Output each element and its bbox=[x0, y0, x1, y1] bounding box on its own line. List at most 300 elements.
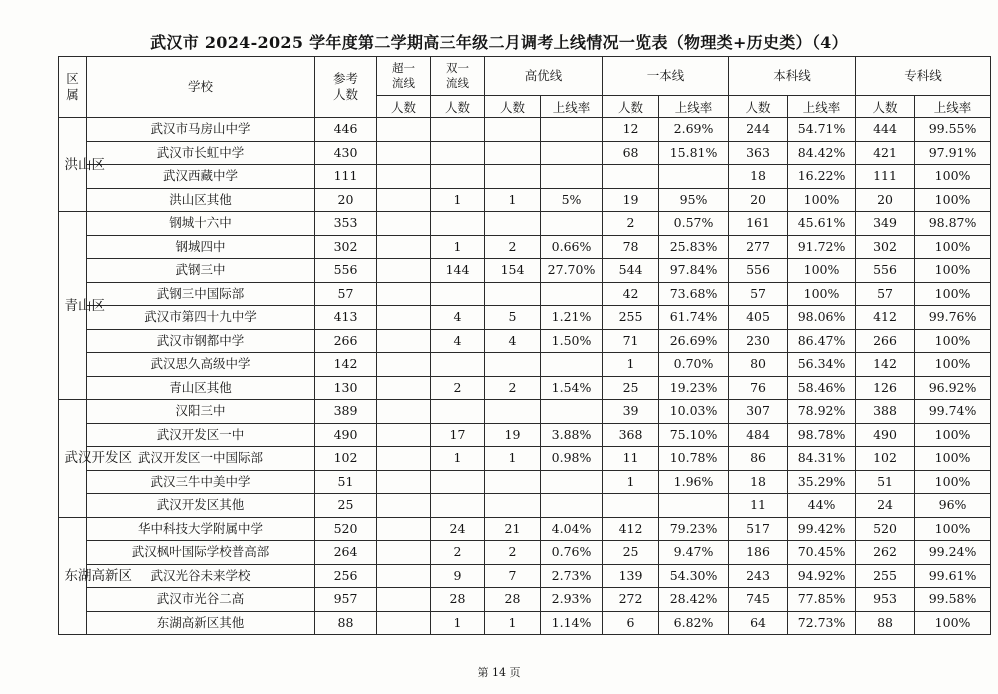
cell-high-rate: 3.88% bbox=[541, 423, 603, 447]
cell-school: 钢城十六中 bbox=[87, 212, 315, 236]
cell-school: 武钢三中国际部 bbox=[87, 282, 315, 306]
cell-tier1-rate: 28.42% bbox=[659, 588, 729, 612]
cell-college-rate: 97.91% bbox=[915, 141, 991, 165]
cell-super-count bbox=[377, 329, 431, 353]
cell-bachelor-rate: 100% bbox=[788, 188, 856, 212]
table-row bbox=[59, 118, 991, 142]
cell-tier1-count: 19 bbox=[603, 188, 659, 212]
cell-bachelor-count: 186 bbox=[729, 541, 788, 565]
cell-high-count bbox=[485, 118, 541, 142]
cell-high-count bbox=[485, 141, 541, 165]
cell-high-count bbox=[485, 494, 541, 518]
cell-high-rate bbox=[541, 282, 603, 306]
header-college: 专科线 bbox=[856, 57, 991, 96]
cell-college-rate: 99.76% bbox=[915, 306, 991, 330]
cell-tier1-rate: 2.69% bbox=[659, 118, 729, 142]
cell-super-count bbox=[377, 517, 431, 541]
table-row bbox=[59, 282, 991, 306]
cell-total: 490 bbox=[315, 423, 377, 447]
cell-double-count bbox=[431, 118, 485, 142]
cell-high-rate: 0.66% bbox=[541, 235, 603, 259]
cell-high-rate: 0.98% bbox=[541, 447, 603, 471]
cell-total: 142 bbox=[315, 353, 377, 377]
cell-college-rate: 100% bbox=[915, 282, 991, 306]
table-row bbox=[59, 541, 991, 565]
cell-school: 青山区其他 bbox=[87, 376, 315, 400]
table-row bbox=[59, 423, 991, 447]
cell-double-count: 2 bbox=[431, 541, 485, 565]
cell-school: 武汉市钢都中学 bbox=[87, 329, 315, 353]
cell-bachelor-rate: 94.92% bbox=[788, 564, 856, 588]
cell-tier1-rate: 95% bbox=[659, 188, 729, 212]
cell-super-count bbox=[377, 564, 431, 588]
cell-college-count: 126 bbox=[856, 376, 915, 400]
table-row bbox=[59, 353, 991, 377]
cell-college-rate: 100% bbox=[915, 423, 991, 447]
cell-bachelor-rate: 99.42% bbox=[788, 517, 856, 541]
subheader-count: 人数 bbox=[377, 96, 431, 118]
cell-high-count: 21 bbox=[485, 517, 541, 541]
cell-bachelor-count: 20 bbox=[729, 188, 788, 212]
cell-total: 413 bbox=[315, 306, 377, 330]
cell-tier1-rate: 15.81% bbox=[659, 141, 729, 165]
cell-college-count: 349 bbox=[856, 212, 915, 236]
table-row bbox=[59, 376, 991, 400]
table-row bbox=[59, 470, 991, 494]
cell-bachelor-rate: 100% bbox=[788, 259, 856, 283]
cell-tier1-rate: 1.96% bbox=[659, 470, 729, 494]
header-super: 超一流线 bbox=[377, 57, 431, 96]
cell-high-count: 154 bbox=[485, 259, 541, 283]
table-header bbox=[59, 57, 991, 118]
cell-tier1-count: 412 bbox=[603, 517, 659, 541]
cell-college-rate: 96% bbox=[915, 494, 991, 518]
cell-bachelor-rate: 58.46% bbox=[788, 376, 856, 400]
table-row bbox=[59, 494, 991, 518]
cell-super-count bbox=[377, 306, 431, 330]
cell-high-count bbox=[485, 212, 541, 236]
cell-super-count bbox=[377, 400, 431, 424]
header-bachelor: 本科线 bbox=[729, 57, 856, 96]
cell-total: 111 bbox=[315, 165, 377, 189]
cell-college-count: 262 bbox=[856, 541, 915, 565]
cell-bachelor-rate: 44% bbox=[788, 494, 856, 518]
cell-bachelor-rate: 70.45% bbox=[788, 541, 856, 565]
cell-college-count: 51 bbox=[856, 470, 915, 494]
cell-high-count: 1 bbox=[485, 447, 541, 471]
cell-bachelor-rate: 84.31% bbox=[788, 447, 856, 471]
cell-high-count: 4 bbox=[485, 329, 541, 353]
cell-high-count: 2 bbox=[485, 376, 541, 400]
cell-total: 520 bbox=[315, 517, 377, 541]
cell-bachelor-count: 161 bbox=[729, 212, 788, 236]
cell-bachelor-count: 64 bbox=[729, 611, 788, 635]
cell-tier1-rate: 26.69% bbox=[659, 329, 729, 353]
cell-high-rate: 1.21% bbox=[541, 306, 603, 330]
cell-school: 武汉思久高级中学 bbox=[87, 353, 315, 377]
cell-college-rate: 99.24% bbox=[915, 541, 991, 565]
cell-double-count: 144 bbox=[431, 259, 485, 283]
cell-total: 264 bbox=[315, 541, 377, 565]
cell-bachelor-count: 405 bbox=[729, 306, 788, 330]
cell-high-rate: 0.76% bbox=[541, 541, 603, 565]
cell-double-count bbox=[431, 494, 485, 518]
cell-tier1-rate: 25.83% bbox=[659, 235, 729, 259]
cell-double-count: 4 bbox=[431, 306, 485, 330]
subheader-count: 人数 bbox=[603, 96, 659, 118]
cell-bachelor-count: 556 bbox=[729, 259, 788, 283]
cell-tier1-rate: 10.03% bbox=[659, 400, 729, 424]
cell-total: 57 bbox=[315, 282, 377, 306]
cell-high-rate bbox=[541, 141, 603, 165]
results-table bbox=[58, 56, 991, 635]
cell-tier1-count: 25 bbox=[603, 376, 659, 400]
cell-district: 东湖高新区 bbox=[59, 517, 87, 635]
cell-college-rate: 99.58% bbox=[915, 588, 991, 612]
cell-college-rate: 100% bbox=[915, 235, 991, 259]
cell-college-count: 556 bbox=[856, 259, 915, 283]
cell-tier1-count: 39 bbox=[603, 400, 659, 424]
header-tier1: 一本线 bbox=[603, 57, 729, 96]
cell-college-rate: 100% bbox=[915, 517, 991, 541]
cell-total: 446 bbox=[315, 118, 377, 142]
cell-total: 266 bbox=[315, 329, 377, 353]
cell-high-count: 2 bbox=[485, 235, 541, 259]
cell-super-count bbox=[377, 188, 431, 212]
cell-tier1-count: 2 bbox=[603, 212, 659, 236]
cell-super-count bbox=[377, 353, 431, 377]
cell-school: 武汉市第四十九中学 bbox=[87, 306, 315, 330]
cell-double-count bbox=[431, 165, 485, 189]
cell-super-count bbox=[377, 118, 431, 142]
cell-double-count: 1 bbox=[431, 611, 485, 635]
cell-school: 武汉开发区一中国际部 bbox=[87, 447, 315, 471]
cell-bachelor-rate: 84.42% bbox=[788, 141, 856, 165]
cell-double-count bbox=[431, 212, 485, 236]
table-row bbox=[59, 588, 991, 612]
table-row bbox=[59, 306, 991, 330]
cell-tier1-rate: 79.23% bbox=[659, 517, 729, 541]
cell-tier1-rate: 10.78% bbox=[659, 447, 729, 471]
cell-super-count bbox=[377, 541, 431, 565]
header-district: 区属 bbox=[59, 57, 87, 118]
cell-high-count: 5 bbox=[485, 306, 541, 330]
header-school: 学校 bbox=[87, 57, 315, 118]
cell-super-count bbox=[377, 282, 431, 306]
cell-high-count: 2 bbox=[485, 541, 541, 565]
cell-bachelor-rate: 56.34% bbox=[788, 353, 856, 377]
cell-college-rate: 98.87% bbox=[915, 212, 991, 236]
cell-tier1-rate: 54.30% bbox=[659, 564, 729, 588]
cell-tier1-count: 68 bbox=[603, 141, 659, 165]
cell-college-rate: 96.92% bbox=[915, 376, 991, 400]
header-high: 高优线 bbox=[485, 57, 603, 96]
cell-college-count: 302 bbox=[856, 235, 915, 259]
cell-super-count bbox=[377, 588, 431, 612]
cell-double-count: 24 bbox=[431, 517, 485, 541]
cell-double-count: 1 bbox=[431, 447, 485, 471]
cell-total: 556 bbox=[315, 259, 377, 283]
cell-bachelor-rate: 100% bbox=[788, 282, 856, 306]
cell-college-count: 57 bbox=[856, 282, 915, 306]
cell-double-count: 17 bbox=[431, 423, 485, 447]
table-row bbox=[59, 188, 991, 212]
cell-total: 302 bbox=[315, 235, 377, 259]
cell-tier1-count: 255 bbox=[603, 306, 659, 330]
cell-total: 51 bbox=[315, 470, 377, 494]
cell-super-count bbox=[377, 212, 431, 236]
cell-bachelor-count: 80 bbox=[729, 353, 788, 377]
cell-bachelor-count: 243 bbox=[729, 564, 788, 588]
cell-school: 武汉市马房山中学 bbox=[87, 118, 315, 142]
cell-bachelor-count: 86 bbox=[729, 447, 788, 471]
cell-double-count: 1 bbox=[431, 235, 485, 259]
cell-college-count: 142 bbox=[856, 353, 915, 377]
cell-total: 957 bbox=[315, 588, 377, 612]
cell-tier1-rate: 9.47% bbox=[659, 541, 729, 565]
cell-college-rate: 100% bbox=[915, 611, 991, 635]
cell-high-count: 1 bbox=[485, 611, 541, 635]
subheader-count: 人数 bbox=[485, 96, 541, 118]
cell-school: 武汉三牛中美中学 bbox=[87, 470, 315, 494]
cell-bachelor-count: 745 bbox=[729, 588, 788, 612]
cell-high-count: 1 bbox=[485, 188, 541, 212]
cell-super-count bbox=[377, 165, 431, 189]
header-double: 双一流线 bbox=[431, 57, 485, 96]
cell-college-count: 388 bbox=[856, 400, 915, 424]
cell-bachelor-rate: 54.71% bbox=[788, 118, 856, 142]
cell-school: 东湖高新区其他 bbox=[87, 611, 315, 635]
cell-tier1-count: 78 bbox=[603, 235, 659, 259]
cell-school: 武汉开发区其他 bbox=[87, 494, 315, 518]
table-row bbox=[59, 447, 991, 471]
cell-college-rate: 100% bbox=[915, 470, 991, 494]
cell-school: 武汉西藏中学 bbox=[87, 165, 315, 189]
cell-bachelor-count: 18 bbox=[729, 470, 788, 494]
subheader-rate: 上线率 bbox=[788, 96, 856, 118]
cell-tier1-rate: 97.84% bbox=[659, 259, 729, 283]
cell-high-rate: 1.14% bbox=[541, 611, 603, 635]
cell-tier1-count: 12 bbox=[603, 118, 659, 142]
cell-tier1-count bbox=[603, 494, 659, 518]
cell-total: 256 bbox=[315, 564, 377, 588]
cell-college-rate: 100% bbox=[915, 447, 991, 471]
cell-super-count bbox=[377, 470, 431, 494]
cell-school: 钢城四中 bbox=[87, 235, 315, 259]
cell-college-count: 266 bbox=[856, 329, 915, 353]
cell-bachelor-rate: 72.73% bbox=[788, 611, 856, 635]
cell-bachelor-rate: 91.72% bbox=[788, 235, 856, 259]
cell-high-rate bbox=[541, 165, 603, 189]
header-total: 参考人数 bbox=[315, 57, 377, 118]
cell-college-count: 421 bbox=[856, 141, 915, 165]
cell-school: 洪山区其他 bbox=[87, 188, 315, 212]
cell-double-count bbox=[431, 141, 485, 165]
cell-tier1-count: 544 bbox=[603, 259, 659, 283]
cell-total: 130 bbox=[315, 376, 377, 400]
cell-college-rate: 100% bbox=[915, 329, 991, 353]
subheader-rate: 上线率 bbox=[541, 96, 603, 118]
cell-double-count: 4 bbox=[431, 329, 485, 353]
cell-college-rate: 100% bbox=[915, 259, 991, 283]
cell-high-rate: 27.70% bbox=[541, 259, 603, 283]
cell-bachelor-count: 76 bbox=[729, 376, 788, 400]
subheader-count: 人数 bbox=[729, 96, 788, 118]
cell-bachelor-rate: 78.92% bbox=[788, 400, 856, 424]
cell-college-count: 102 bbox=[856, 447, 915, 471]
cell-double-count bbox=[431, 400, 485, 424]
cell-tier1-count: 272 bbox=[603, 588, 659, 612]
cell-tier1-rate: 61.74% bbox=[659, 306, 729, 330]
cell-school: 武汉光谷未来学校 bbox=[87, 564, 315, 588]
cell-high-rate: 1.54% bbox=[541, 376, 603, 400]
cell-high-count bbox=[485, 282, 541, 306]
cell-college-count: 444 bbox=[856, 118, 915, 142]
cell-college-rate: 99.61% bbox=[915, 564, 991, 588]
table-row bbox=[59, 141, 991, 165]
cell-high-count bbox=[485, 165, 541, 189]
cell-tier1-count: 71 bbox=[603, 329, 659, 353]
cell-total: 353 bbox=[315, 212, 377, 236]
cell-high-rate: 5% bbox=[541, 188, 603, 212]
cell-bachelor-count: 57 bbox=[729, 282, 788, 306]
cell-high-count: 7 bbox=[485, 564, 541, 588]
cell-high-rate: 2.93% bbox=[541, 588, 603, 612]
cell-college-rate: 100% bbox=[915, 353, 991, 377]
cell-bachelor-count: 230 bbox=[729, 329, 788, 353]
cell-college-count: 490 bbox=[856, 423, 915, 447]
cell-high-rate: 4.04% bbox=[541, 517, 603, 541]
cell-double-count: 1 bbox=[431, 188, 485, 212]
cell-high-count: 28 bbox=[485, 588, 541, 612]
cell-tier1-count: 1 bbox=[603, 353, 659, 377]
cell-super-count bbox=[377, 447, 431, 471]
cell-bachelor-count: 517 bbox=[729, 517, 788, 541]
cell-tier1-rate bbox=[659, 165, 729, 189]
cell-tier1-rate: 6.82% bbox=[659, 611, 729, 635]
cell-bachelor-count: 244 bbox=[729, 118, 788, 142]
cell-bachelor-rate: 16.22% bbox=[788, 165, 856, 189]
subheader-count: 人数 bbox=[431, 96, 485, 118]
cell-double-count bbox=[431, 282, 485, 306]
cell-super-count bbox=[377, 611, 431, 635]
cell-bachelor-count: 307 bbox=[729, 400, 788, 424]
cell-bachelor-count: 11 bbox=[729, 494, 788, 518]
cell-high-rate bbox=[541, 118, 603, 142]
cell-bachelor-count: 363 bbox=[729, 141, 788, 165]
cell-bachelor-count: 277 bbox=[729, 235, 788, 259]
cell-double-count: 2 bbox=[431, 376, 485, 400]
cell-college-count: 24 bbox=[856, 494, 915, 518]
table-row bbox=[59, 212, 991, 236]
cell-bachelor-rate: 98.78% bbox=[788, 423, 856, 447]
cell-college-rate: 99.55% bbox=[915, 118, 991, 142]
cell-college-rate: 100% bbox=[915, 188, 991, 212]
cell-super-count bbox=[377, 235, 431, 259]
cell-tier1-rate: 0.57% bbox=[659, 212, 729, 236]
cell-high-rate bbox=[541, 494, 603, 518]
cell-tier1-count bbox=[603, 165, 659, 189]
cell-tier1-count: 25 bbox=[603, 541, 659, 565]
subheader-rate: 上线率 bbox=[659, 96, 729, 118]
cell-college-rate: 100% bbox=[915, 165, 991, 189]
table-row bbox=[59, 329, 991, 353]
table-row bbox=[59, 400, 991, 424]
table-body bbox=[59, 118, 991, 635]
cell-college-count: 88 bbox=[856, 611, 915, 635]
subheader-count: 人数 bbox=[856, 96, 915, 118]
cell-bachelor-rate: 35.29% bbox=[788, 470, 856, 494]
cell-tier1-rate: 75.10% bbox=[659, 423, 729, 447]
cell-school: 武钢三中 bbox=[87, 259, 315, 283]
cell-district: 青山区 bbox=[59, 212, 87, 400]
cell-tier1-count: 368 bbox=[603, 423, 659, 447]
cell-double-count bbox=[431, 353, 485, 377]
table-row bbox=[59, 564, 991, 588]
cell-tier1-rate: 73.68% bbox=[659, 282, 729, 306]
cell-high-rate bbox=[541, 470, 603, 494]
cell-bachelor-rate: 45.61% bbox=[788, 212, 856, 236]
cell-total: 20 bbox=[315, 188, 377, 212]
cell-high-rate bbox=[541, 353, 603, 377]
page-title: 武汉市 2024-2025 学年度第二学期高三年级二月调考上线情况一览表（物理类+历史类）（4） bbox=[150, 33, 848, 52]
cell-college-count: 520 bbox=[856, 517, 915, 541]
cell-double-count bbox=[431, 470, 485, 494]
cell-high-rate bbox=[541, 400, 603, 424]
cell-college-count: 20 bbox=[856, 188, 915, 212]
cell-college-count: 111 bbox=[856, 165, 915, 189]
cell-college-count: 255 bbox=[856, 564, 915, 588]
cell-tier1-rate: 19.23% bbox=[659, 376, 729, 400]
cell-tier1-rate: 0.70% bbox=[659, 353, 729, 377]
table-row bbox=[59, 259, 991, 283]
cell-tier1-count: 42 bbox=[603, 282, 659, 306]
cell-total: 88 bbox=[315, 611, 377, 635]
cell-bachelor-rate: 77.85% bbox=[788, 588, 856, 612]
table-row bbox=[59, 611, 991, 635]
cell-super-count bbox=[377, 141, 431, 165]
cell-high-count bbox=[485, 470, 541, 494]
cell-double-count: 9 bbox=[431, 564, 485, 588]
cell-school: 武汉市长虹中学 bbox=[87, 141, 315, 165]
cell-district: 洪山区 bbox=[59, 118, 87, 212]
cell-school: 武汉市光谷二高 bbox=[87, 588, 315, 612]
cell-tier1-count: 11 bbox=[603, 447, 659, 471]
cell-bachelor-rate: 86.47% bbox=[788, 329, 856, 353]
cell-tier1-count: 1 bbox=[603, 470, 659, 494]
cell-bachelor-count: 484 bbox=[729, 423, 788, 447]
cell-super-count bbox=[377, 494, 431, 518]
cell-super-count bbox=[377, 423, 431, 447]
subheader-rate: 上线率 bbox=[915, 96, 991, 118]
cell-district: 武汉开发区 bbox=[59, 400, 87, 518]
cell-total: 102 bbox=[315, 447, 377, 471]
cell-super-count bbox=[377, 259, 431, 283]
cell-school: 武汉开发区一中 bbox=[87, 423, 315, 447]
cell-high-count bbox=[485, 353, 541, 377]
table-row bbox=[59, 165, 991, 189]
cell-high-rate: 1.50% bbox=[541, 329, 603, 353]
cell-school: 汉阳三中 bbox=[87, 400, 315, 424]
cell-bachelor-count: 18 bbox=[729, 165, 788, 189]
cell-school: 武汉枫叶国际学校普高部 bbox=[87, 541, 315, 565]
cell-high-rate: 2.73% bbox=[541, 564, 603, 588]
cell-college-count: 412 bbox=[856, 306, 915, 330]
cell-tier1-rate bbox=[659, 494, 729, 518]
table-row bbox=[59, 235, 991, 259]
cell-college-rate: 99.74% bbox=[915, 400, 991, 424]
cell-total: 389 bbox=[315, 400, 377, 424]
